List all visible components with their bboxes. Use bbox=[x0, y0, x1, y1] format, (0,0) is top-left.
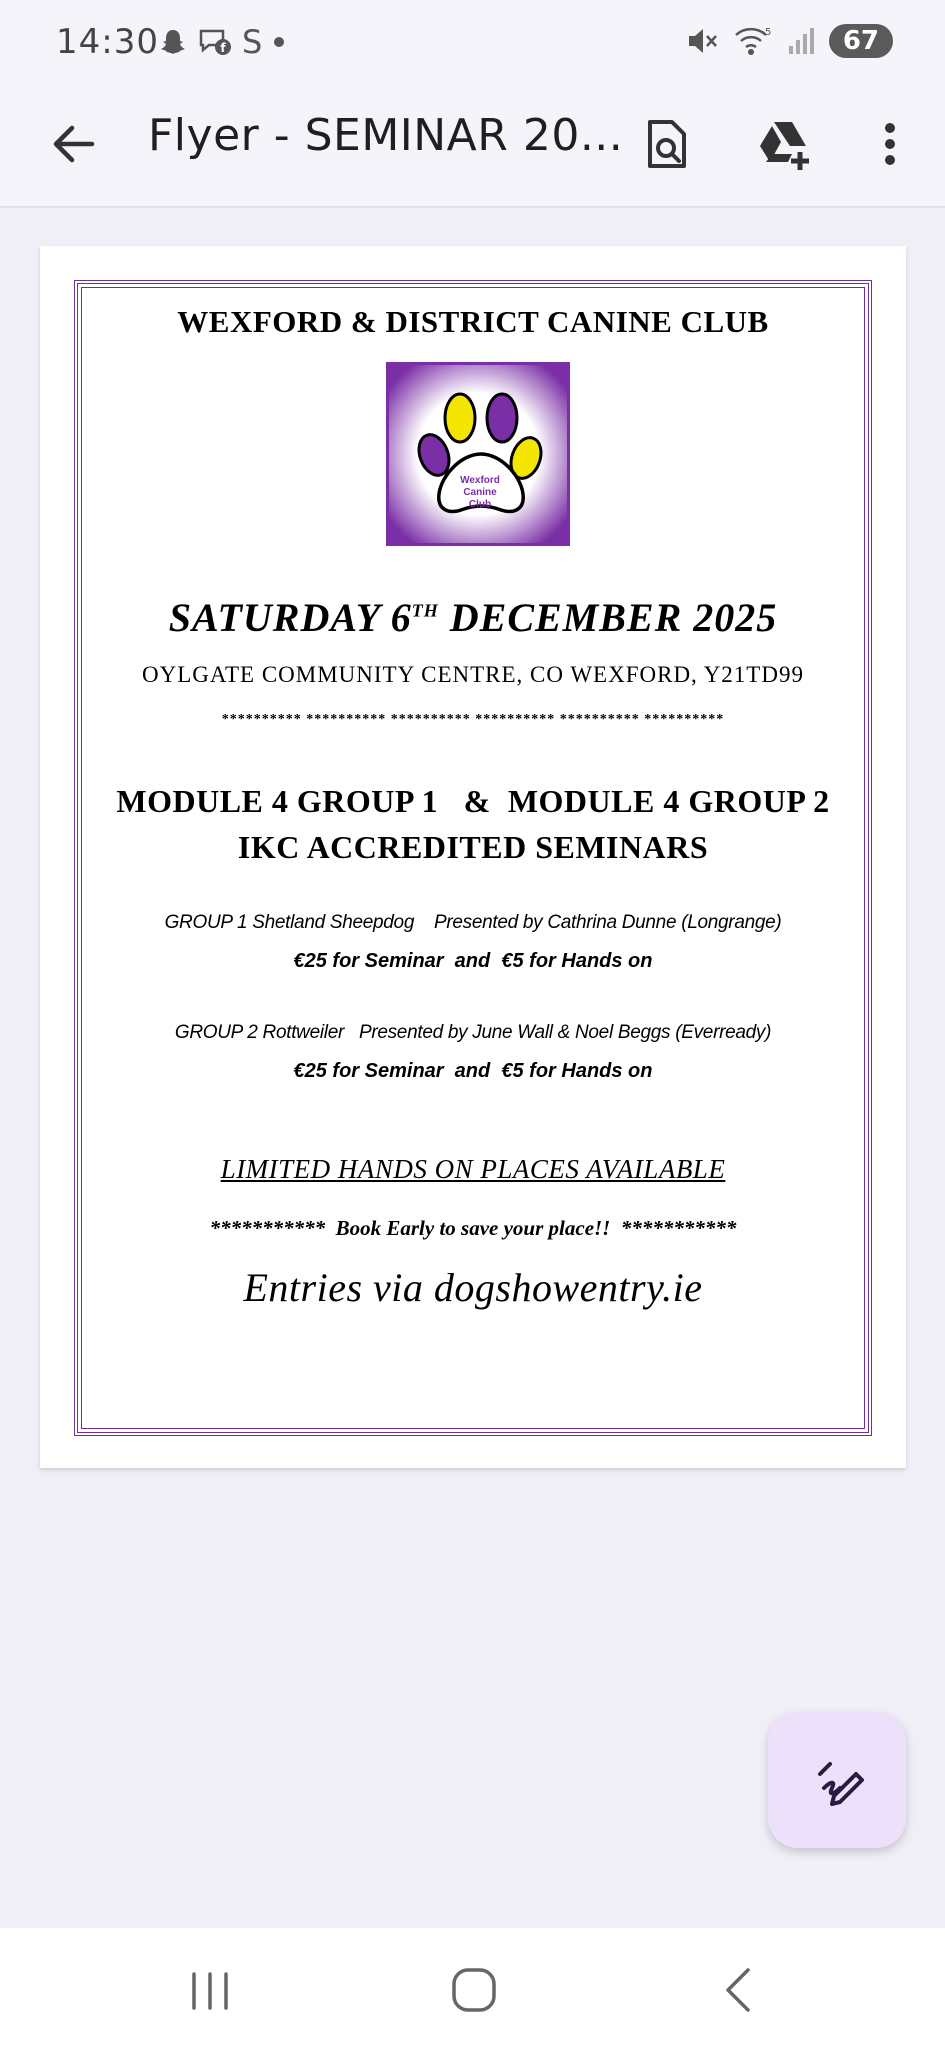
messenger-icon bbox=[198, 27, 232, 57]
recent-apps-button[interactable] bbox=[180, 1964, 240, 2016]
system-nav-bar bbox=[0, 1928, 945, 2048]
group2-price: €25 for Seminar and €5 for Hands on bbox=[293, 1060, 653, 1082]
document-title: Flyer - SEMINAR 20... bbox=[148, 110, 624, 161]
entries-link: Entries via dogshowentry.ie bbox=[243, 1265, 703, 1310]
group2-details: GROUP 2 Rottweiler Presented by June Wall & Noel Beggs (Everready) bbox=[174, 1022, 772, 1043]
signal-icon bbox=[785, 26, 815, 56]
s-icon: S bbox=[242, 23, 263, 61]
back-button[interactable] bbox=[44, 114, 104, 174]
battery-indicator: 67 bbox=[829, 24, 893, 58]
arrow-back-icon bbox=[44, 114, 104, 174]
modules-line-2: IKC ACCREDITED SEMINARS bbox=[237, 829, 709, 865]
dot-icon bbox=[272, 35, 286, 49]
clock: 14:30 bbox=[56, 22, 159, 62]
group1-price: €25 for Seminar and €5 for Hands on bbox=[293, 950, 653, 972]
home-button[interactable] bbox=[444, 1964, 504, 2016]
snapchat-icon bbox=[158, 27, 188, 57]
recent-apps-icon bbox=[180, 1964, 240, 2016]
wifi-icon bbox=[733, 25, 771, 57]
flyer-border bbox=[74, 280, 872, 1436]
document-page[interactable] bbox=[40, 246, 906, 1468]
club-name: WEXFORD & DISTRICT CANINE CLUB bbox=[177, 304, 769, 339]
find-in-page-button[interactable] bbox=[634, 112, 698, 176]
svg-text:f: f bbox=[220, 41, 226, 55]
home-icon bbox=[444, 1964, 504, 2016]
nav-back-button[interactable] bbox=[710, 1964, 770, 2016]
separator: ********** ********** ********** ********** ********** ********** bbox=[221, 712, 725, 727]
status-bar bbox=[0, 0, 945, 90]
modules-line-1: MODULE 4 GROUP 1 & MODULE 4 GROUP 2 bbox=[116, 783, 830, 819]
more-options-button[interactable] bbox=[858, 112, 922, 176]
add-to-drive-icon bbox=[752, 112, 816, 176]
mute-icon bbox=[685, 25, 719, 57]
date-rest: DECEMBER 2025 bbox=[438, 595, 778, 640]
logo-text-line2: Canine bbox=[463, 487, 497, 498]
annotate-pen-icon bbox=[768, 1712, 906, 1848]
logo-text-line1: Wexford bbox=[460, 475, 500, 486]
find-in-page-icon bbox=[634, 112, 698, 176]
event-date bbox=[78, 594, 868, 641]
venue: OYLGATE COMMUNITY CENTRE, CO WEXFORD, Y21TD99 bbox=[142, 662, 804, 687]
annotate-fab-button[interactable] bbox=[768, 1712, 906, 1848]
date-ordinal: TH bbox=[411, 600, 439, 621]
limited-places-notice: LIMITED HANDS ON PLACES AVAILABLE bbox=[220, 1154, 726, 1184]
more-vert-icon bbox=[858, 112, 922, 176]
modules-heading bbox=[78, 778, 868, 870]
notification-icons bbox=[158, 24, 286, 60]
add-to-drive-button[interactable] bbox=[752, 112, 816, 176]
paw-logo-icon bbox=[386, 362, 570, 546]
book-early-notice: *********** Book Early to save your place!! *********** bbox=[209, 1216, 737, 1240]
group1-details: GROUP 1 Shetland Sheepdog Presented by Cathrina Dunne (Longrange) bbox=[164, 912, 782, 933]
app-bar bbox=[0, 90, 945, 208]
logo-text-line3: Club bbox=[468, 499, 492, 510]
date-prefix: SATURDAY 6 bbox=[168, 595, 412, 640]
back-icon bbox=[710, 1964, 770, 2016]
svg-text:5: 5 bbox=[764, 27, 771, 38]
